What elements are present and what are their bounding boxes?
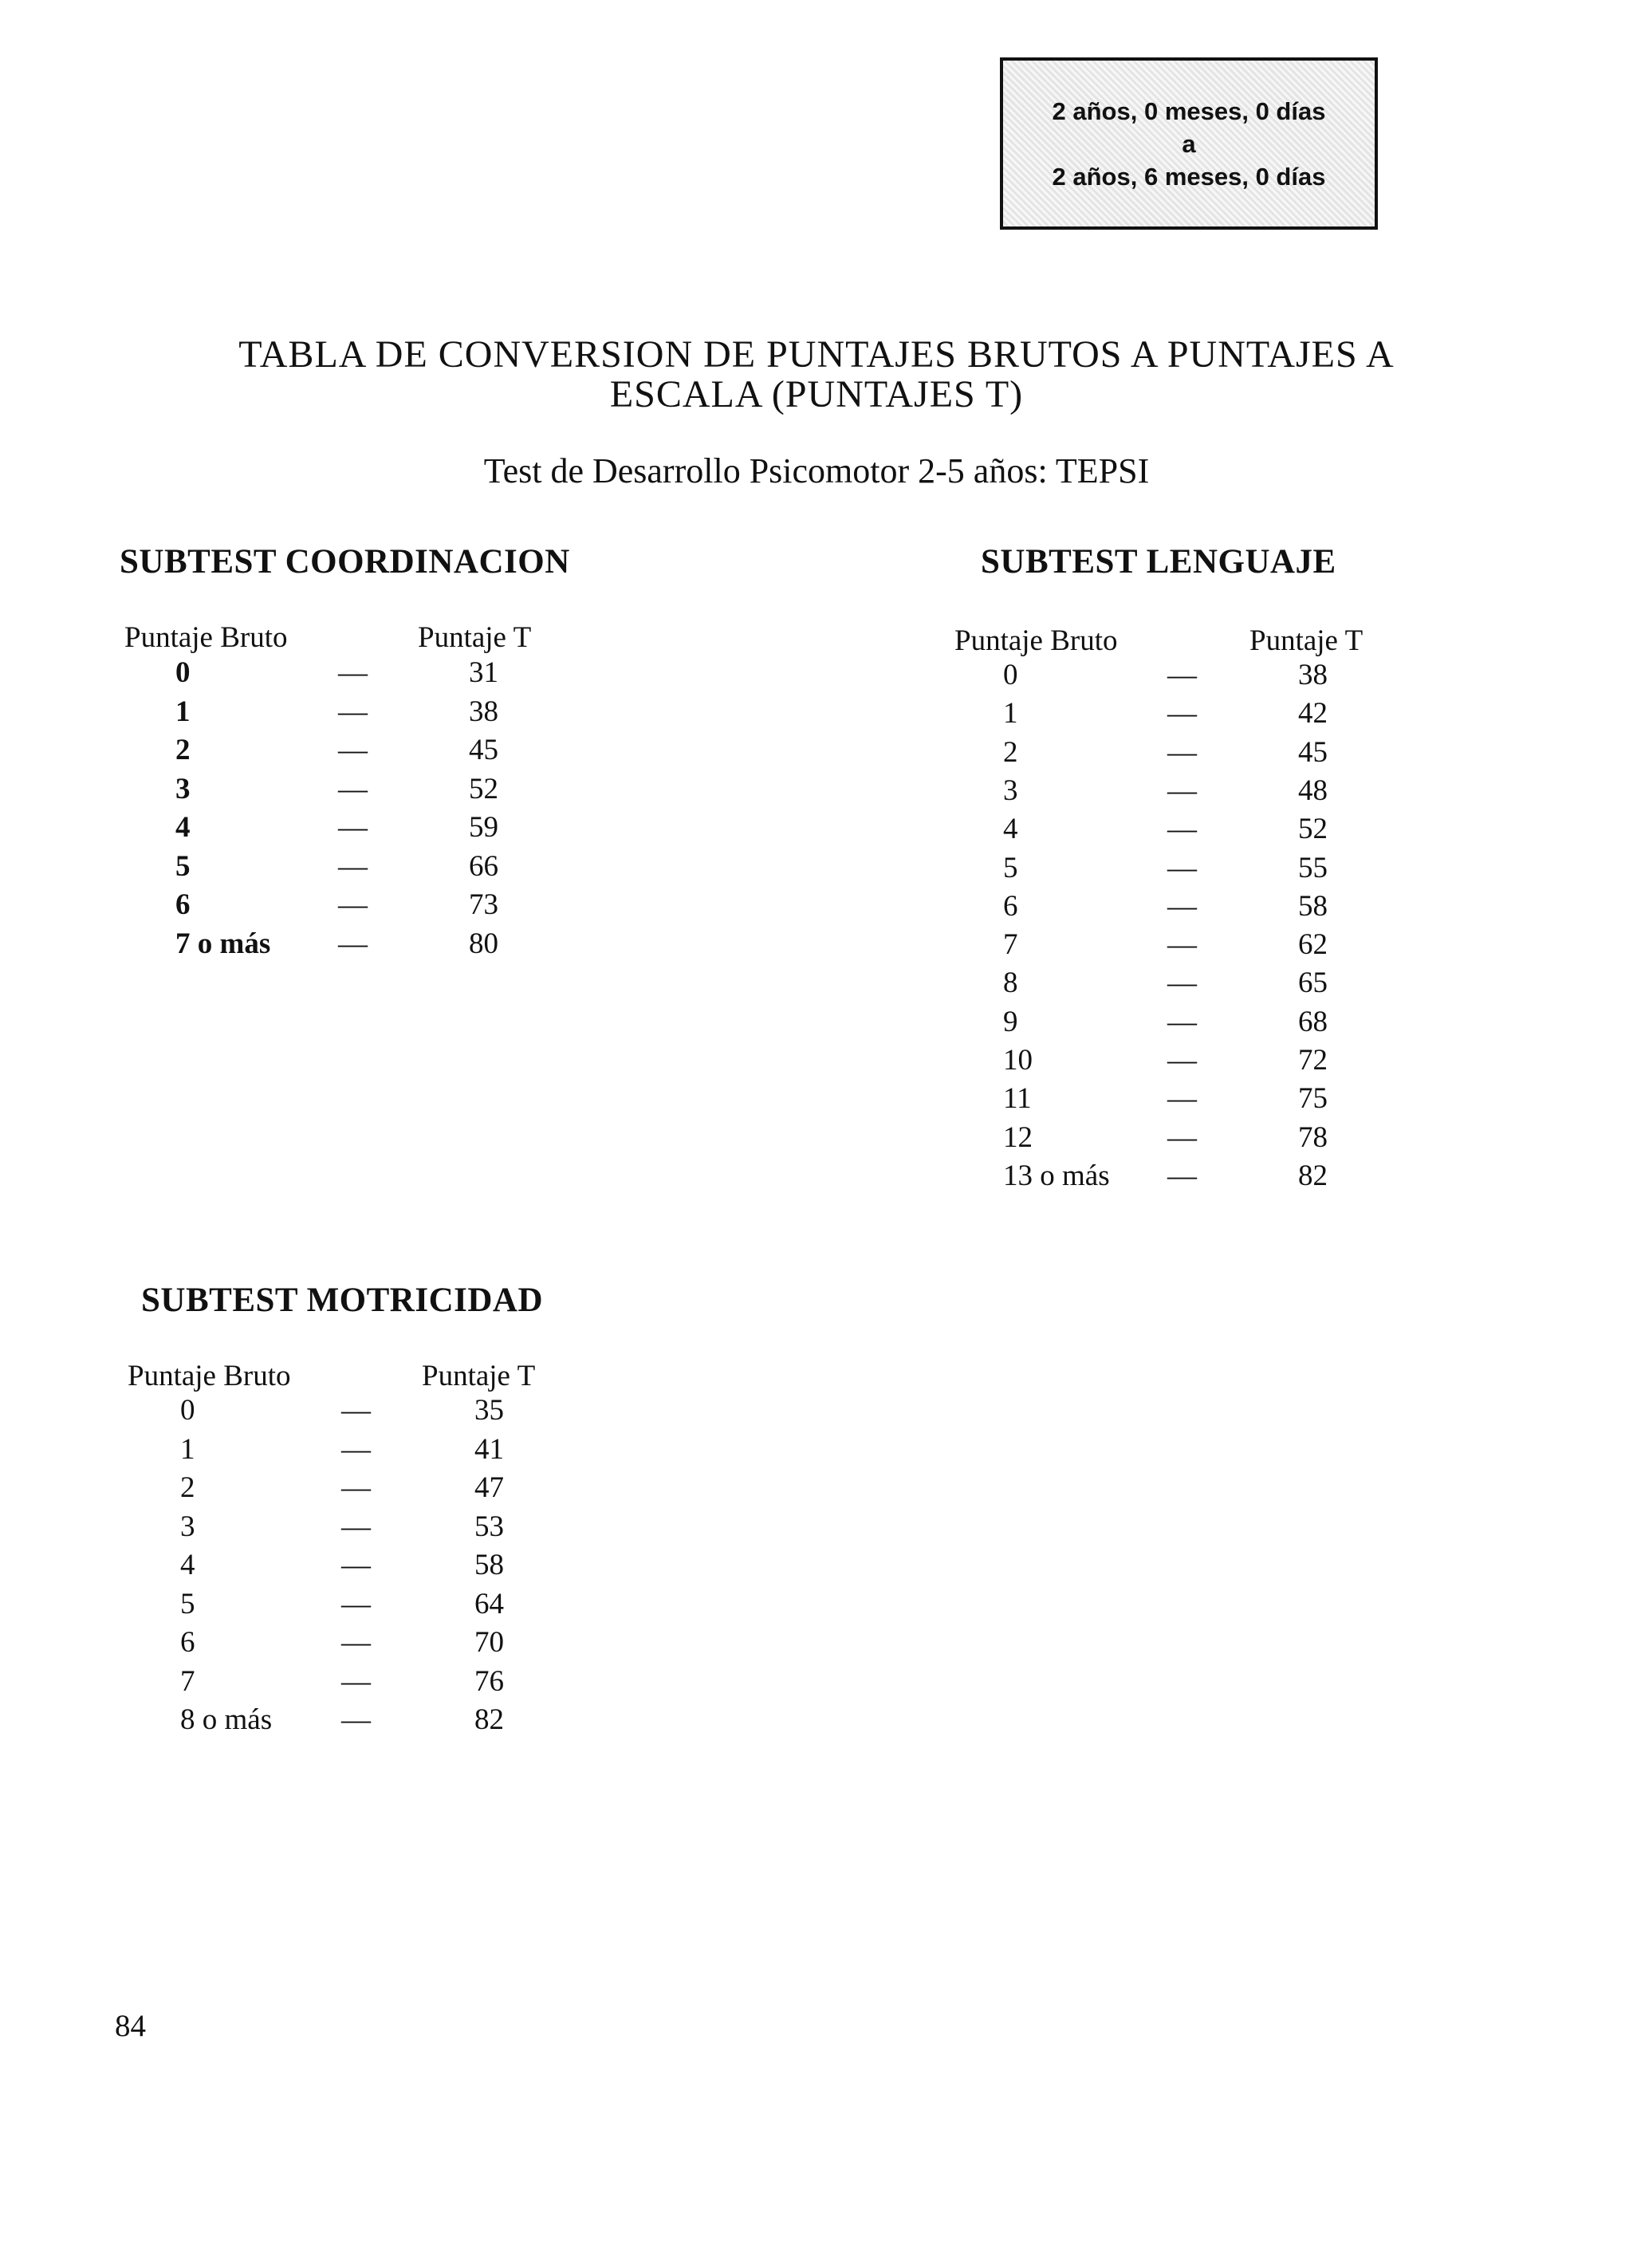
coordinacion-row-3-separator: — [338,772,368,805]
lenguaje-row-10-t: 72 [1298,1044,1328,1077]
motricidad-row-8-bruto: 8 o más [180,1703,273,1736]
motricidad-row-4-bruto: 4 [180,1549,195,1581]
lenguaje-row-9-bruto: 9 [1003,1005,1018,1038]
coordinacion-row-5-separator: — [338,849,368,883]
motricidad-row-8-separator: — [341,1703,371,1736]
motricidad-row-5-bruto: 5 [180,1587,195,1620]
motricidad-row-2-separator: — [341,1471,371,1504]
lenguaje-row-0-separator: — [1167,659,1197,691]
lenguaje-row-13-t: 82 [1298,1159,1328,1192]
motricidad-header-t: Puntaje T [422,1360,536,1392]
lenguaje-row-8-bruto: 8 [1003,967,1018,1000]
lenguaje-row-2-bruto: 2 [1003,735,1018,769]
lenguaje-row-10-separator: — [1167,1044,1197,1077]
lenguaje-row-8-separator: — [1167,967,1197,1000]
motricidad-row-0-separator: — [341,1394,371,1427]
lenguaje-row-11-t: 75 [1298,1082,1328,1116]
lenguaje-row-11-separator: — [1167,1082,1197,1116]
lenguaje-row-2-separator: — [1167,735,1197,769]
motricidad-row-3-t: 53 [474,1510,504,1543]
lenguaje-row-3-separator: — [1167,774,1197,807]
lenguaje-row-6-separator: — [1167,889,1197,923]
coordinacion-row-6-separator: — [338,888,368,921]
lenguaje-row-5-t: 55 [1298,851,1328,884]
motricidad-row-7-bruto: 7 [180,1664,195,1698]
coordinacion-row-7-separator: — [338,927,368,960]
lenguaje-row-4-separator: — [1167,813,1197,846]
coordinacion-title: SUBTEST COORDINACION [120,543,570,581]
motricidad-header-bruto: Puntaje Bruto [128,1360,291,1392]
coordinacion-row-4-t: 59 [469,811,498,844]
coordinacion-row-2-t: 45 [469,734,498,766]
lenguaje-row-5-bruto: 5 [1003,851,1018,884]
lenguaje-header-bruto: Puntaje Bruto [954,624,1118,657]
lenguaje-row-12-bruto: 12 [1003,1120,1033,1154]
lenguaje-row-3-bruto: 3 [1003,774,1018,807]
lenguaje-row-5-separator: — [1167,851,1197,884]
lenguaje-title: SUBTEST LENGUAJE [981,543,1336,581]
motricidad-row-1-t: 41 [474,1432,504,1466]
age-range-connector: a [1182,129,1196,158]
motricidad-row-3-separator: — [341,1510,371,1543]
coordinacion-row-1-bruto: 1 [175,695,191,728]
motricidad-row-4-t: 58 [474,1549,504,1581]
coordinacion-row-4-bruto: 4 [175,811,191,844]
coordinacion-row-2-separator: — [338,734,368,766]
coordinacion-row-0-bruto: 0 [175,656,191,689]
motricidad-row-1-separator: — [341,1432,371,1466]
motricidad-row-6-separator: — [341,1626,371,1659]
coordinacion-row-7-bruto: 7 o más [175,927,271,960]
motricidad-row-1-bruto: 1 [180,1432,195,1466]
motricidad-row-3-bruto: 3 [180,1510,195,1543]
lenguaje-row-13-bruto: 13 o más [1003,1159,1110,1192]
motricidad-row-5-t: 64 [474,1587,504,1620]
lenguaje-row-4-t: 52 [1298,813,1328,846]
lenguaje-row-2-t: 45 [1298,735,1328,769]
lenguaje-row-7-t: 62 [1298,928,1328,962]
lenguaje-row-0-t: 38 [1298,659,1328,691]
lenguaje-row-3-t: 48 [1298,774,1328,807]
lenguaje-row-1-bruto: 1 [1003,697,1018,730]
motricidad-row-6-bruto: 6 [180,1626,195,1659]
page-title-line-1: TABLA DE CONVERSION DE PUNTAJES BRUTOS A PUNTAJES A [238,333,1395,376]
lenguaje-row-8-t: 65 [1298,967,1328,1000]
coordinacion-row-0-t: 31 [469,656,498,689]
coordinacion-row-5-bruto: 5 [175,849,191,883]
age-range-start: 2 años, 0 meses, 0 días [1052,96,1326,125]
lenguaje-header-t: Puntaje T [1249,624,1363,657]
lenguaje-row-7-bruto: 7 [1003,928,1018,962]
motricidad-row-0-bruto: 0 [180,1394,195,1427]
coordinacion-header-bruto: Puntaje Bruto [124,621,288,654]
lenguaje-row-6-t: 58 [1298,889,1328,923]
coordinacion-row-4-separator: — [338,811,368,844]
lenguaje-row-7-separator: — [1167,928,1197,962]
coordinacion-row-3-bruto: 3 [175,772,191,805]
coordinacion-row-3-t: 52 [469,772,498,805]
motricidad-row-2-bruto: 2 [180,1471,195,1504]
motricidad-row-5-separator: — [341,1587,371,1620]
lenguaje-row-11-bruto: 11 [1003,1082,1032,1116]
coordinacion-row-1-t: 38 [469,695,498,728]
coordinacion-row-1-separator: — [338,695,368,728]
coordinacion-row-0-separator: — [338,656,368,689]
age-range-end: 2 años, 6 meses, 0 días [1052,162,1326,191]
coordinacion-row-7-t: 80 [469,927,498,960]
lenguaje-row-12-t: 78 [1298,1120,1328,1154]
motricidad-title: SUBTEST MOTRICIDAD [141,1282,544,1319]
coordinacion-row-5-t: 66 [469,849,498,883]
coordinacion-row-2-bruto: 2 [175,734,191,766]
age-range-box [1000,57,1378,230]
coordinacion-header-t: Puntaje T [418,621,532,654]
lenguaje-row-1-t: 42 [1298,697,1328,730]
lenguaje-row-12-separator: — [1167,1120,1197,1154]
lenguaje-row-9-separator: — [1167,1005,1197,1038]
lenguaje-row-1-separator: — [1167,697,1197,730]
motricidad-row-2-t: 47 [474,1471,504,1504]
lenguaje-row-13-separator: — [1167,1159,1197,1192]
motricidad-row-4-separator: — [341,1549,371,1581]
motricidad-row-6-t: 70 [474,1626,504,1659]
motricidad-row-7-t: 76 [474,1664,504,1698]
lenguaje-row-6-bruto: 6 [1003,889,1018,923]
lenguaje-row-0-bruto: 0 [1003,659,1018,691]
coordinacion-row-6-bruto: 6 [175,888,191,921]
motricidad-row-8-t: 82 [474,1703,504,1736]
page-subtitle: Test de Desarrollo Psicomotor 2-5 años: TEPSI [483,451,1150,490]
lenguaje-row-10-bruto: 10 [1003,1044,1033,1077]
motricidad-row-0-t: 35 [474,1394,504,1427]
motricidad-row-7-separator: — [341,1664,371,1698]
page-title-line-2: ESCALA (PUNTAJES T) [609,373,1024,415]
page-number: 84 [115,2009,146,2043]
coordinacion-row-6-t: 73 [469,888,498,921]
lenguaje-row-9-t: 68 [1298,1005,1328,1038]
lenguaje-row-4-bruto: 4 [1003,813,1018,846]
